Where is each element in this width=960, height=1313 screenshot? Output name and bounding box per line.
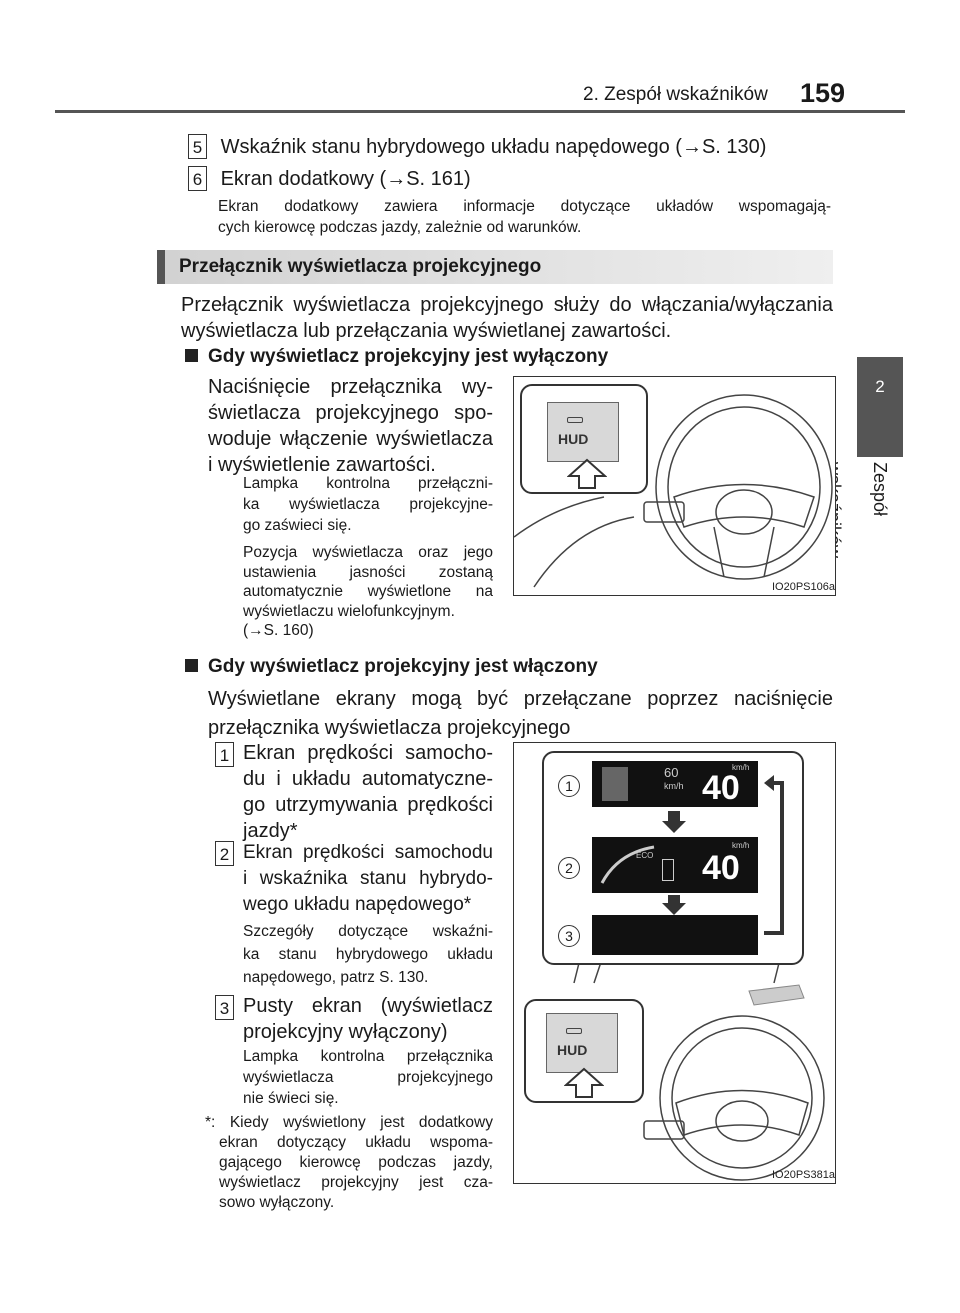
- side-tab-label: Zespół: [870, 462, 890, 517]
- hud-callout: [524, 999, 644, 1103]
- chapter-title: 2. Zespół wskaźników: [583, 84, 768, 105]
- hybrid-gauge-icon: [598, 843, 658, 887]
- hud-callout: [520, 384, 648, 494]
- item-text: Wskaźnik stanu hybrydowego układu napędowego (→S. 130): [220, 136, 767, 158]
- item-number: 6: [188, 166, 207, 191]
- off-heading: Gdy wyświetlacz projekcyjny jest wyłączony: [185, 346, 608, 368]
- off-text: Naciśnięcie przełącznika wy- świetlacza projekcyjnego spo- woduje włączenie wyświetlacza i wyświetlenie zawartości.: [208, 376, 493, 476]
- arrow-down-icon: [662, 895, 686, 915]
- footnote: *: Kiedy wyświetlony jest dodatkowy ekran dotyczący układu wspoma- gającego kierowcę podczas jazdy, wyświetlacz projekcyjny jest cza- sowo wyłączony.: [205, 1114, 493, 1211]
- section-title: Przełącznik wyświetlacza projekcyjnego: [179, 256, 542, 277]
- car-icon: [602, 767, 628, 801]
- battery-icon: [662, 859, 674, 881]
- off-note-1: Lampka kontrolna przełączni- ka wyświetlacza projekcyjne- go zaświeci się.: [243, 475, 493, 534]
- arrow-up-icon: [567, 458, 607, 490]
- on-item-1: Ekran prędkości samocho- du i układu automatyczne- go utrzymywania prędkości jazdy*: [243, 742, 493, 842]
- figure-code: IO20PS106a: [772, 581, 835, 593]
- intro-paragraph: Przełącznik wyświetlacza projekcyjnego służy do włączania/wyłączania wyświetlacza lub przełączania wyświetlanej zawartości.: [181, 294, 833, 342]
- hud-label: HUD: [557, 1042, 588, 1058]
- eco-label: ECO: [636, 851, 654, 860]
- screen-hybrid: [592, 837, 758, 893]
- cycle-arrow-icon: [762, 773, 792, 939]
- item-5: [188, 134, 766, 159]
- screen-number: 3: [558, 925, 580, 947]
- hud-button: [546, 1013, 618, 1073]
- off-note-2: Pozycja wyświetlacza oraz jego ustawienia jasności zostaną automatycznie wyświetlone na wyświetlaczu wielofunkcyjnym. (→S. 160): [243, 544, 493, 639]
- arrow-down-icon: [662, 811, 686, 835]
- indicator-lamp-icon: [567, 417, 583, 423]
- page-number: 159: [800, 78, 846, 108]
- item-text: Ekran dodatkowy (→S. 161): [220, 168, 471, 190]
- speed-unit: km/h: [732, 841, 750, 850]
- item-6: [188, 166, 471, 191]
- section-banner: [157, 250, 833, 284]
- screen-blank: [592, 915, 758, 955]
- on-text: Wyświetlane ekrany mogą być przełączane poprzez naciśnięcie przełącznika wyświetlacza projekcyjnego: [208, 688, 833, 739]
- speed-value: 40: [702, 849, 740, 887]
- screen-cruise: [592, 761, 758, 807]
- item-number: 5: [188, 134, 207, 159]
- item-number: 1: [215, 742, 234, 767]
- header-divider: [55, 110, 905, 113]
- indicator-lamp-icon: [566, 1028, 582, 1034]
- hud-screens-figure: [513, 742, 836, 1184]
- set-speed-unit: km/h: [664, 781, 684, 791]
- item-number: 2: [215, 841, 234, 866]
- screens-callout: [542, 751, 804, 965]
- screen-number: 2: [558, 857, 580, 879]
- item-number: 3: [215, 995, 234, 1020]
- side-tab-number: 2: [857, 357, 903, 457]
- speed-unit: km/h: [732, 763, 750, 772]
- bullet-square: [185, 659, 198, 672]
- hud-switch-figure: [513, 376, 836, 596]
- screen-number: 1: [558, 775, 580, 797]
- figure-code: IO20PS381a: [772, 1169, 835, 1181]
- speed-value: 40: [702, 769, 740, 807]
- on-item-3: Pusty ekran (wyświetlacz projekcyjny wyłączony): [243, 995, 493, 1043]
- on-heading: Gdy wyświetlacz projekcyjny jest włączony: [185, 656, 598, 678]
- hud-button: [547, 402, 619, 462]
- on-item-2: Ekran prędkości samochodu i wskaźnika stanu hybrydo- wego układu napędowego*: [243, 842, 493, 915]
- item-6-description: Ekran dodatkowy zawiera informacje dotyczące układów wspomagają- cych kierowcę podczas jazdy, zależnie od warunków.: [218, 198, 831, 236]
- set-speed: 60: [664, 765, 679, 780]
- on-item-3-note: Lampka kontrolna przełącznika wyświetlacza projekcyjnego nie świeci się.: [243, 1048, 493, 1107]
- bullet-square: [185, 349, 198, 362]
- hud-label: HUD: [558, 431, 589, 447]
- on-item-2-note: Szczegóły dotyczące wskaźni- ka stanu hybrydowego układu napędowego, patrz S. 130.: [243, 923, 493, 986]
- arrow-up-icon: [564, 1067, 604, 1099]
